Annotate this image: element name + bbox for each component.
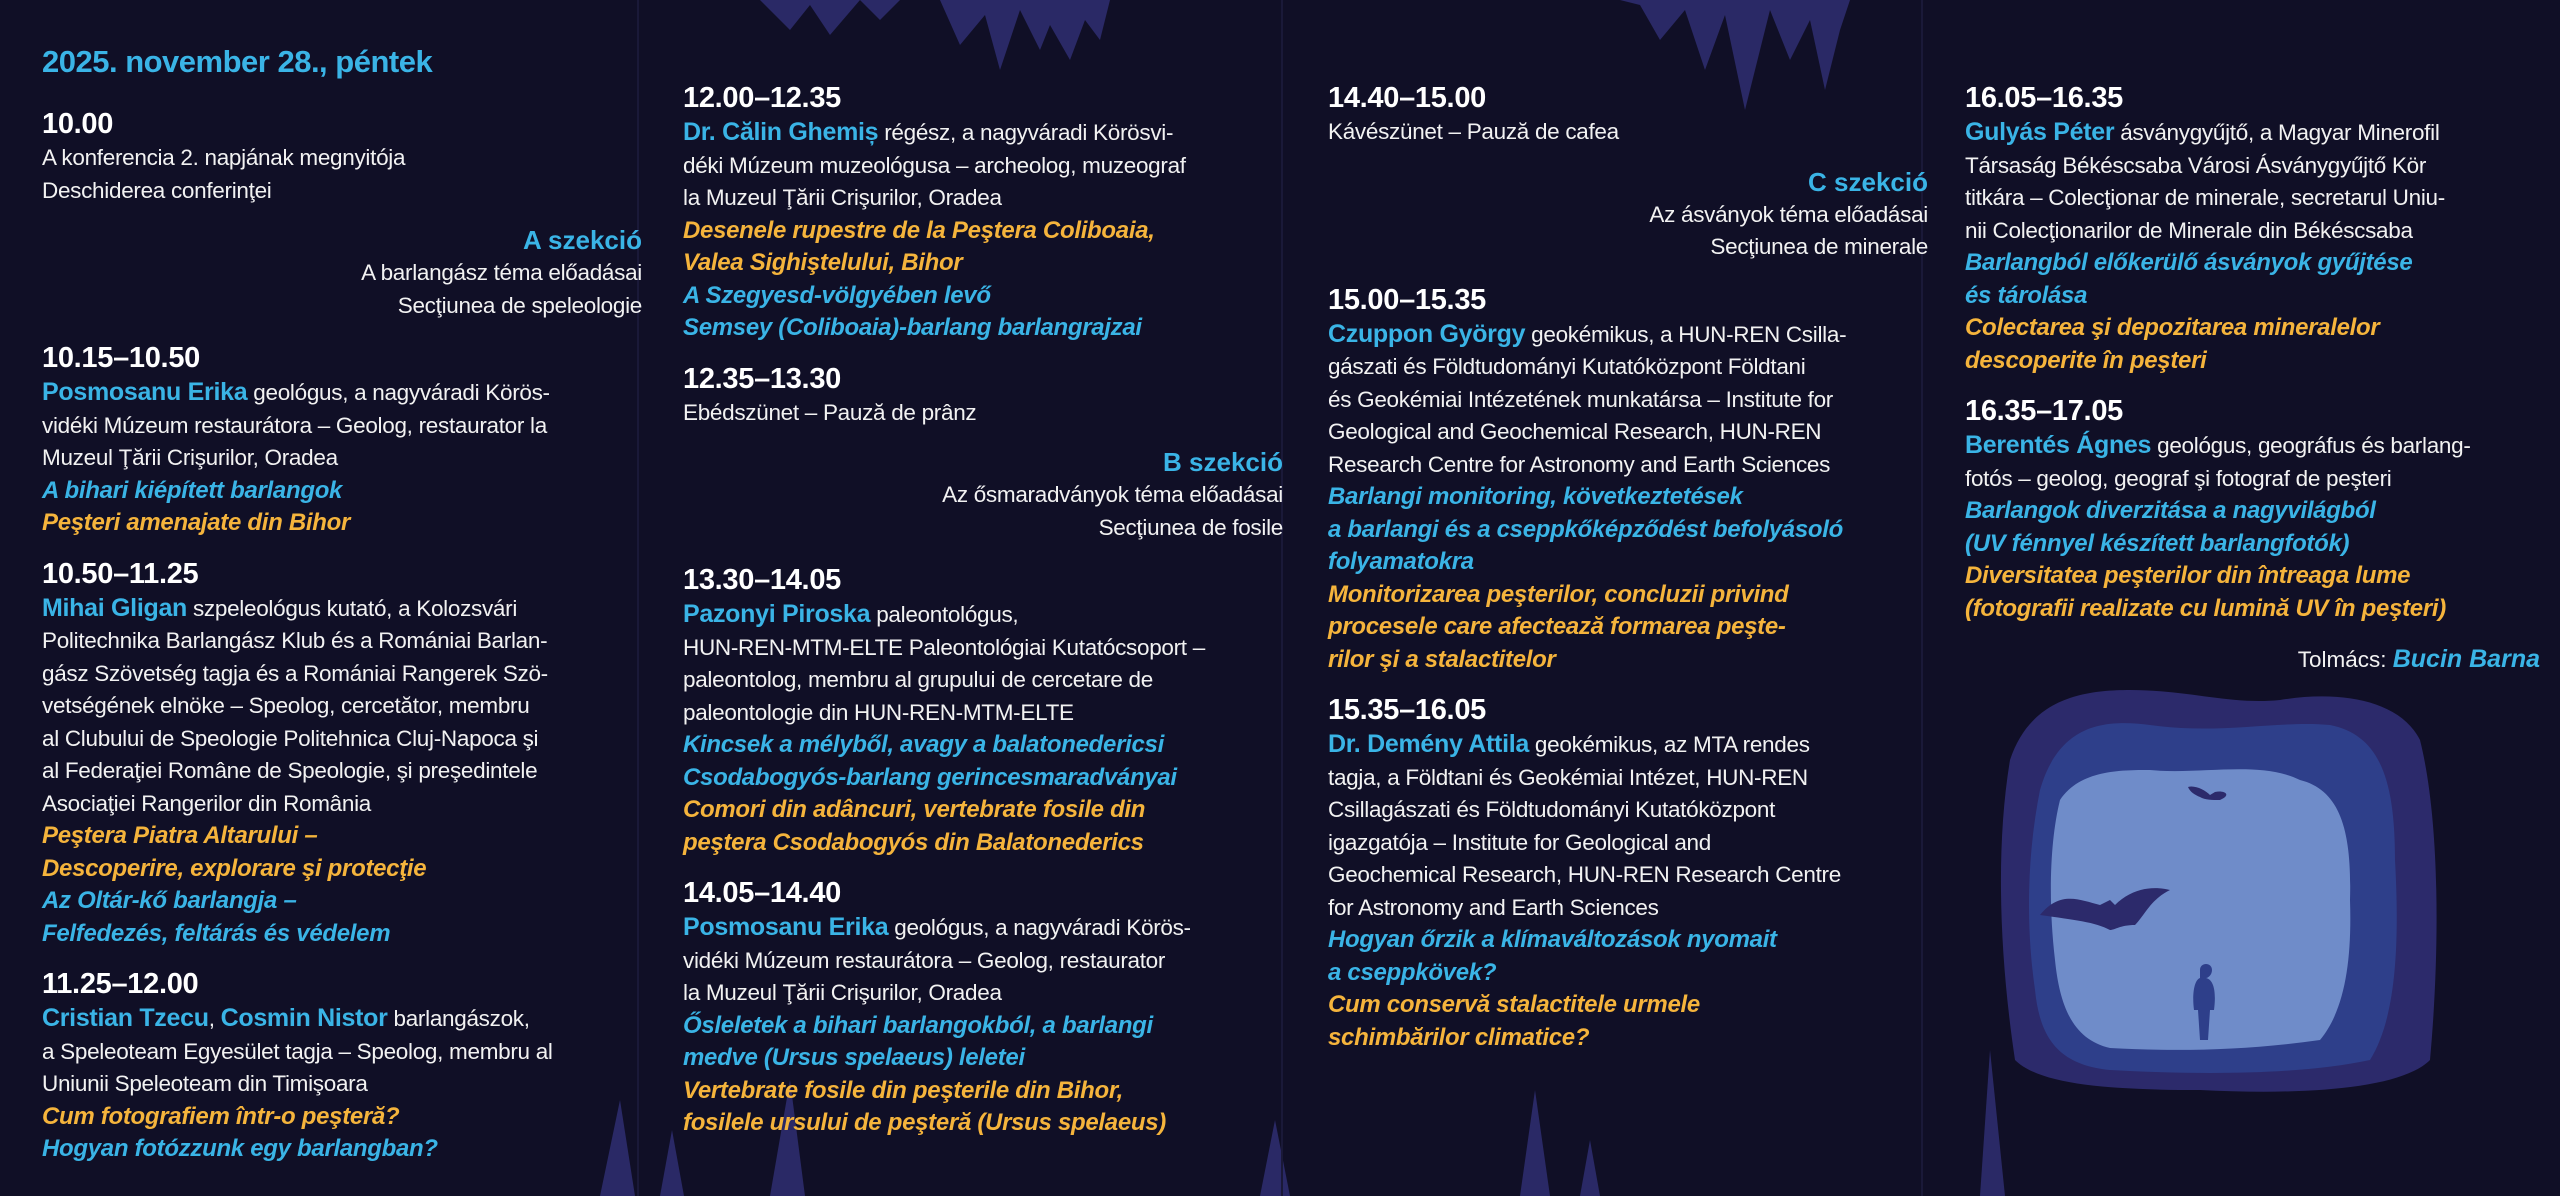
session-line (1328, 924, 1928, 957)
talk-title-hu: medve (Ursus spelaeus) leletei (683, 1044, 1025, 1071)
description-text: titkára – Colecţionar de minerale, secretarul Uniu- (1965, 185, 2445, 210)
description-text: geokémikus, az MTA rendes (1528, 732, 1810, 757)
session-line (42, 410, 642, 443)
session-line (42, 592, 642, 626)
description-text: gász Szövetség tagja és a Romániai Rangerek Szö- (42, 660, 548, 686)
description-text: A konferencia 2. napjának megnyitója (42, 145, 406, 170)
session-line (683, 945, 1283, 978)
description-text: vidéki Múzeum restaurátora – Geolog, restaurator (683, 947, 1166, 973)
talk-title-hu: Ősleletek a bihari barlangokból, a barlangi (683, 1011, 1153, 1039)
talk-title-ro: procesele care afectează formarea peşte- (1328, 613, 1786, 640)
session-time: 13.30–14.05 (683, 564, 841, 596)
description-text: , (208, 1006, 221, 1031)
description-text: ásványgyűjtő, a Magyar Minerofil (2114, 120, 2440, 145)
description-text: Kávészünet – Pauză de cafea (1328, 119, 1619, 144)
talk-title-ro: Peşteri amenajate din Bihor (42, 509, 351, 536)
session-line (683, 1042, 1283, 1075)
program-session (683, 875, 1283, 1140)
description-text: déki Múzeum muzeológusa – archeolog, muzeograf (683, 152, 1186, 178)
description-text: paleontologie din HUN-REN-MTM-ELTE (683, 699, 1074, 725)
talk-title-ro: Diversitatea peşterilor din întreaga lume (1965, 562, 2411, 589)
description-text: szpeleológus kutató, a Kolozsvári (187, 595, 518, 621)
session-line (1965, 312, 2540, 345)
description-text: a Speleoteam Egyesület tagja – Speolog, membru al (42, 1038, 553, 1064)
description-text: al Federaţiei Române de Speologie, şi preşedintele (42, 758, 538, 783)
session-line (1328, 989, 1928, 1022)
session-line (683, 598, 1283, 632)
description-text: Muzeul Ţării Crişurilor, Oradea (42, 445, 338, 470)
description-text: geológus, a nagyváradi Körös- (888, 915, 1191, 940)
talk-title-hu: Barlangi monitoring, következtetések (1328, 483, 1743, 510)
interpreter-label: Tolmács: (2297, 647, 2393, 672)
program-session (683, 80, 1283, 345)
session-line (683, 762, 1283, 795)
program-session (42, 556, 642, 951)
session-line (683, 794, 1283, 827)
description-text: barlangászok, (387, 1006, 530, 1031)
session-line (1965, 528, 2540, 561)
session-line (683, 697, 1283, 730)
session-time: 11.25–12.00 (42, 968, 199, 1000)
session-line (1328, 728, 1928, 762)
description-text: vidéki Múzeum restaurátora – Geolog, restaurator la (42, 412, 547, 438)
session-line (683, 280, 1283, 313)
session-line (683, 827, 1283, 860)
session-line (42, 175, 642, 208)
session-line (1328, 892, 1928, 925)
session-line (1965, 429, 2540, 463)
session-line (42, 625, 642, 658)
session-line (1965, 280, 2540, 313)
speaker-name: Posmosanu Erika (42, 378, 248, 406)
description-text: Ebédszünet – Pauză de prânz (683, 399, 977, 425)
section-subtitle: Secţiunea de fosile (1098, 514, 1283, 540)
interpreter-name: Bucin Barna (2392, 645, 2540, 673)
talk-title-hu: Az Oltár-kő barlangja – (42, 887, 297, 914)
session-line (1965, 182, 2540, 215)
talk-title-hu: Barlangból előkerülő ásványok gyűjtése (1965, 249, 2413, 276)
session-line (1328, 384, 1928, 417)
talk-title-ro: Cum fotografiem într-o peşteră? (42, 1102, 400, 1130)
session-line (42, 376, 642, 410)
column-1 (42, 42, 642, 1182)
talk-title-hu: Semsey (Coliboaia)-barlang barlangrajzai (683, 314, 1142, 341)
session-line (683, 977, 1283, 1010)
description-text: nii Colecţionarilor de Minerale din Békéscsaba (1965, 217, 2413, 243)
description-text: paleontológus, (870, 602, 1019, 627)
session-line (1328, 351, 1928, 384)
session-line (1328, 1022, 1928, 1055)
stalactites-top-middle (760, 0, 1110, 70)
section-header (42, 223, 642, 322)
speaker-name: Pazonyi Piroska (683, 600, 871, 628)
speaker-name: Dr. Călin Ghemiș (683, 118, 879, 146)
session-time: 10.50–11.25 (42, 557, 199, 590)
session-line (42, 885, 642, 918)
session-line (1965, 463, 2540, 496)
session-line (1328, 644, 1928, 677)
talk-title-ro: Vertebrate fosile din peşterile din Bihor, (683, 1076, 1123, 1104)
description-text: Asociaţiei Rangerilor din România (42, 790, 372, 816)
session-line (683, 1107, 1283, 1140)
session-line (1965, 215, 2540, 248)
session-line (1328, 481, 1928, 514)
description-text: Geochemical Research, HUN-REN Research Centre (1328, 862, 1841, 887)
talk-title-ro: Monitorizarea peşterilor, concluzii privind (1328, 580, 1789, 608)
description-text: al Clubului de Speologie Politehnica Cluj-Napoca şi (42, 725, 539, 751)
session-line (42, 723, 642, 756)
talk-title-hu: Hogyan fotózzunk egy barlangban? (42, 1135, 438, 1162)
description-text: Research Centre for Astronomy and Earth Sciences (1328, 451, 1831, 477)
program-session (683, 562, 1283, 859)
talk-title-hu: A Szegyesd-völgyében levő (683, 281, 991, 309)
session-line (42, 442, 642, 475)
description-text: geológus, geográfus és barlang- (2151, 433, 2471, 458)
session-line (42, 1101, 642, 1134)
session-line (683, 1075, 1283, 1108)
session-line (683, 397, 1283, 430)
talk-title-hu: Felfedezés, feltárás és védelem (42, 919, 391, 947)
description-text: Uniunii Speleoteam din Timişoara (42, 1071, 368, 1096)
event-date: 2025. november 28., péntek (42, 44, 433, 79)
session-line (1328, 794, 1928, 827)
talk-title-ro: Colectarea şi depozitarea mineralelor (1965, 314, 2380, 341)
session-line (1328, 546, 1928, 579)
talk-title-ro: Descoperire, explorare şi protecţie (42, 854, 427, 882)
session-line (683, 150, 1283, 183)
description-text: régész, a nagyváradi Körösvi- (878, 120, 1174, 145)
program-session (683, 361, 1283, 430)
talk-title-hu: folyamatokra (1328, 548, 1474, 575)
session-line (42, 690, 642, 723)
section-subtitle: Az ásványok téma előadásai (1649, 201, 1928, 227)
session-line (1328, 579, 1928, 612)
session-line (683, 729, 1283, 762)
session-line (1328, 449, 1928, 482)
talk-title-ro: schimbărilor climatice? (1328, 1023, 1590, 1051)
session-line (1328, 416, 1928, 449)
program-session (42, 340, 642, 540)
talk-title-hu: a cseppkövek? (1328, 958, 1497, 986)
session-time: 10.15–10.50 (42, 342, 200, 374)
session-line (42, 142, 642, 175)
session-line (1328, 611, 1928, 644)
session-line (1328, 859, 1928, 892)
session-line (42, 658, 642, 691)
talk-title-hu: és tárolása (1965, 281, 2088, 309)
description-text: Csillagászati és Földtudományi Kutatóközpont (1328, 797, 1776, 822)
talk-title-ro: Peştera Piatra Altarului – (42, 822, 318, 849)
session-line (683, 911, 1283, 945)
session-line (42, 755, 642, 788)
column-3 (1328, 80, 1928, 1070)
description-text: Deschiderea conferinţei (42, 177, 272, 203)
section-title: C szekció (1808, 166, 1928, 197)
column-2 (683, 80, 1283, 1156)
description-text: gászati és Földtudományi Kutatóközpont Földtani (1328, 354, 1806, 379)
session-line (42, 1002, 642, 1036)
talk-title-ro: (fotografii realizate cu lumină UV în peşteri) (1965, 594, 2446, 622)
session-line (1965, 345, 2540, 378)
program-session (1965, 80, 2540, 377)
description-text: geokémikus, a HUN-REN Csilla- (1525, 321, 1847, 347)
section-title: B szekció (1163, 447, 1283, 477)
section-subtitle: Secţiunea de minerale (1710, 234, 1928, 259)
session-time: 16.35–17.05 (1965, 395, 2123, 427)
session-line (1328, 957, 1928, 990)
session-line (1965, 116, 2540, 150)
session-time: 12.35–13.30 (683, 362, 841, 395)
program-session (1965, 393, 2540, 625)
section-title: A szekció (523, 225, 642, 255)
session-time: 10.00 (42, 108, 114, 140)
session-line (42, 820, 642, 853)
section-subtitle: Secţiunea de speleologie (397, 292, 642, 318)
session-time: 12.00–12.35 (683, 82, 841, 114)
section-subtitle: Az ősmaradványok téma előadásai (942, 482, 1283, 507)
session-line (1328, 762, 1928, 795)
program-session (42, 966, 642, 1166)
session-time: 14.05–14.40 (683, 877, 841, 909)
talk-title-ro: rilor şi a stalactitelor (1328, 645, 1556, 673)
description-text: la Muzeul Ţării Crişurilor, Oradea (683, 185, 1002, 210)
session-line (1328, 514, 1928, 547)
session-line (42, 918, 642, 951)
description-text: vetségének elnöke – Speolog, cercetător, membru (42, 693, 530, 718)
session-line (1965, 247, 2540, 280)
session-time: 15.35–16.05 (1328, 694, 1486, 726)
talk-title-ro: Comori din adâncuri, vertebrate fosile din (683, 796, 1146, 823)
talk-title-hu: Barlangok diverzitása a nagyvilágból (1965, 497, 2376, 524)
section-header (1328, 165, 1928, 264)
talk-title-ro: descoperite în peşteri (1965, 346, 2207, 374)
program-session (1328, 282, 1928, 677)
description-text: és Geokémiai Intézetének munkatársa – Institute for (1328, 386, 1833, 412)
stalagmites-bottom-right (1980, 1050, 2005, 1196)
session-line (42, 788, 642, 821)
program-session (1328, 692, 1928, 1054)
session-line (42, 507, 642, 540)
description-text: Politechnika Barlangász Klub és a Romániai Barlan- (42, 628, 548, 653)
stalagmites-bottom-middle (1260, 1090, 1600, 1196)
session-line (1965, 593, 2540, 626)
section-header (683, 445, 1283, 544)
session-line (42, 1068, 642, 1101)
talk-title-ro: Desenele rupestre de la Peştera Coliboaia, (683, 216, 1155, 244)
column-4 (1965, 80, 2540, 674)
talk-title-hu: Csodabogyós-barlang gerincesmaradványai (683, 763, 1177, 791)
program-session (1328, 80, 1928, 149)
talk-title-hu: Kincsek a mélyből, avagy a balatonedericsi (683, 731, 1164, 758)
session-line (1965, 495, 2540, 528)
speaker-name: Czuppon György (1328, 319, 1526, 348)
talk-title-hu: Hogyan őrzik a klímaváltozások nyomait (1328, 926, 1777, 953)
session-line (1328, 318, 1928, 352)
session-line (683, 247, 1283, 280)
description-text: Geological and Geochemical Research, HUN-REN (1328, 419, 1822, 444)
session-line (42, 1036, 642, 1069)
session-line (683, 215, 1283, 248)
speaker-name: Dr. Demény Attila (1328, 730, 1529, 758)
talk-title-hu: (UV fénnyel készített barlangfotók) (1965, 529, 2350, 557)
talk-title-ro: Valea Sighiştelului, Bihor (683, 249, 963, 276)
session-line (1328, 116, 1928, 149)
session-time: 16.05–16.35 (1965, 82, 2123, 114)
description-text: HUN-REN-MTM-ELTE Paleontológiai Kutatócsoport – (683, 634, 1205, 660)
cave-illustration (2001, 690, 2437, 1092)
session-line (1328, 827, 1928, 860)
session-line (683, 182, 1283, 215)
talk-title-ro: Cum conservă stalactitele urmele (1328, 991, 1700, 1018)
speaker-name: Berentés Ágnes (1965, 431, 2152, 459)
talk-title-hu: A bihari kiépített barlangok (42, 476, 343, 504)
speaker-name: Cristian Tzecu (42, 1004, 209, 1032)
talk-title-ro: fosilele ursului de peşteră (Ursus spelaeus) (683, 1109, 1166, 1136)
session-line (42, 853, 642, 886)
talk-title-hu: a barlangi és a cseppkőképződést befolyásoló (1328, 515, 1843, 543)
description-text: igazgatója – Institute for Geological and (1328, 829, 1711, 855)
description-text: geológus, a nagyváradi Körös- (247, 380, 550, 405)
session-time: 15.00–15.35 (1328, 283, 1486, 316)
description-text: paleontolog, membru al grupului de cercetare de (683, 667, 1153, 692)
description-text: Társaság Békéscsaba Városi Ásványgyűjtő Kör (1965, 152, 2427, 178)
interpreter-credit (1965, 645, 2540, 674)
session-line (683, 116, 1283, 150)
session-line (1965, 150, 2540, 183)
session-line (683, 1010, 1283, 1043)
speaker-name: Cosmin Nistor (220, 1004, 388, 1032)
description-text: for Astronomy and Earth Sciences (1328, 894, 1659, 920)
session-line (1965, 560, 2540, 593)
session-line (42, 1133, 642, 1166)
talk-title-ro: peştera Csodabogyós din Balatonederics (683, 828, 1144, 856)
speaker-name: Gulyás Péter (1965, 118, 2115, 146)
session-time: 14.40–15.00 (1328, 82, 1486, 114)
speaker-name: Mihai Gligan (42, 593, 188, 622)
session-line (683, 664, 1283, 697)
section-subtitle: A barlangász téma előadásai (361, 260, 642, 285)
session-line (683, 312, 1283, 345)
description-text: la Muzeul Ţării Crişurilor, Oradea (683, 980, 1002, 1005)
speaker-name: Posmosanu Erika (683, 913, 889, 941)
program-session (42, 106, 642, 207)
description-text: fotós – geolog, geograf şi fotograf de peşteri (1965, 465, 2392, 491)
description-text: tagja, a Földtani és Geokémiai Intézet, HUN-REN (1328, 764, 1808, 790)
session-line (683, 632, 1283, 665)
session-line (42, 475, 642, 508)
